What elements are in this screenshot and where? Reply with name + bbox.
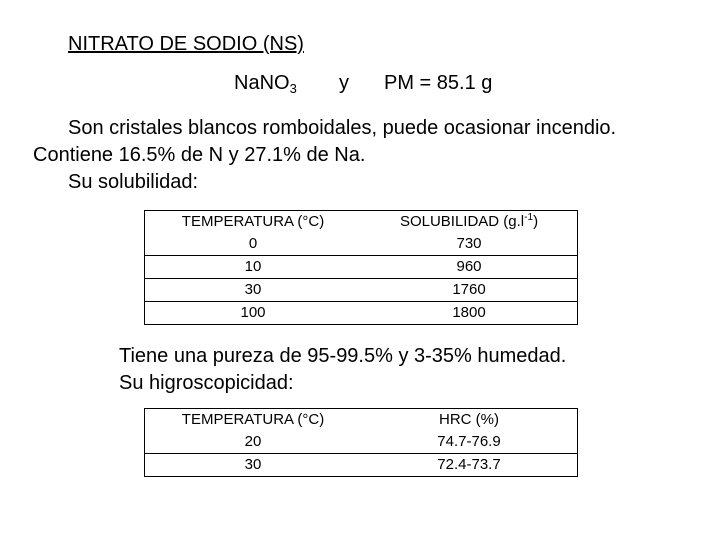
description-line-2: Contiene 16.5% de N y 27.1% de Na. [33, 144, 366, 166]
table-row [145, 431, 578, 454]
solubility-table [144, 210, 578, 325]
purity-line-2: Su higroscopicidad: [119, 372, 294, 394]
column-header-hrc: HRC (%) [361, 409, 578, 432]
table-cell: 730 [361, 233, 578, 256]
description-line-1: Son cristales blancos romboidales, puede ocasionar incendio. [68, 117, 617, 139]
chemical-formula [234, 72, 297, 95]
table-row [145, 256, 578, 279]
table-cell: 72.4-73.7 [361, 454, 578, 477]
formula-base: NaNO [234, 72, 290, 94]
table-cell: 100 [145, 302, 362, 325]
table-cell: 1800 [361, 302, 578, 325]
column-header-solubility [361, 211, 578, 234]
column-header-temperature: TEMPERATURA (°C) [145, 211, 362, 234]
formula-conjunction: y [339, 72, 349, 94]
page-title: NITRATO DE SODIO (NS) [68, 33, 304, 55]
table-row [145, 233, 578, 256]
molar-mass: PM = 85.1 g [384, 72, 493, 94]
table-row [145, 454, 578, 477]
column-header-temperature: TEMPERATURA (°C) [145, 409, 362, 432]
table-cell: 960 [361, 256, 578, 279]
table-cell: 74.7-76.9 [361, 431, 578, 454]
table-cell: 10 [145, 256, 362, 279]
solubility-header-close: ) [533, 213, 539, 230]
table-header-row [145, 211, 578, 234]
table-cell: 30 [145, 279, 362, 302]
table-row [145, 279, 578, 302]
solubility-header-text: SOLUBILIDAD (g.l [399, 213, 525, 230]
table-cell: 1760 [361, 279, 578, 302]
hygroscopicity-table [144, 408, 578, 477]
table-row [145, 302, 578, 325]
formula-subscript: 3 [289, 81, 297, 96]
purity-line-1: Tiene una pureza de 95-99.5% y 3-35% humedad. [119, 345, 567, 367]
table-header-row [145, 409, 578, 432]
table-cell: 30 [145, 454, 362, 477]
description-line-3: Su solubilidad: [68, 171, 199, 193]
table-cell: 20 [145, 431, 362, 454]
solubility-header-exponent: -1 [524, 212, 534, 223]
table-cell: 0 [145, 233, 362, 256]
